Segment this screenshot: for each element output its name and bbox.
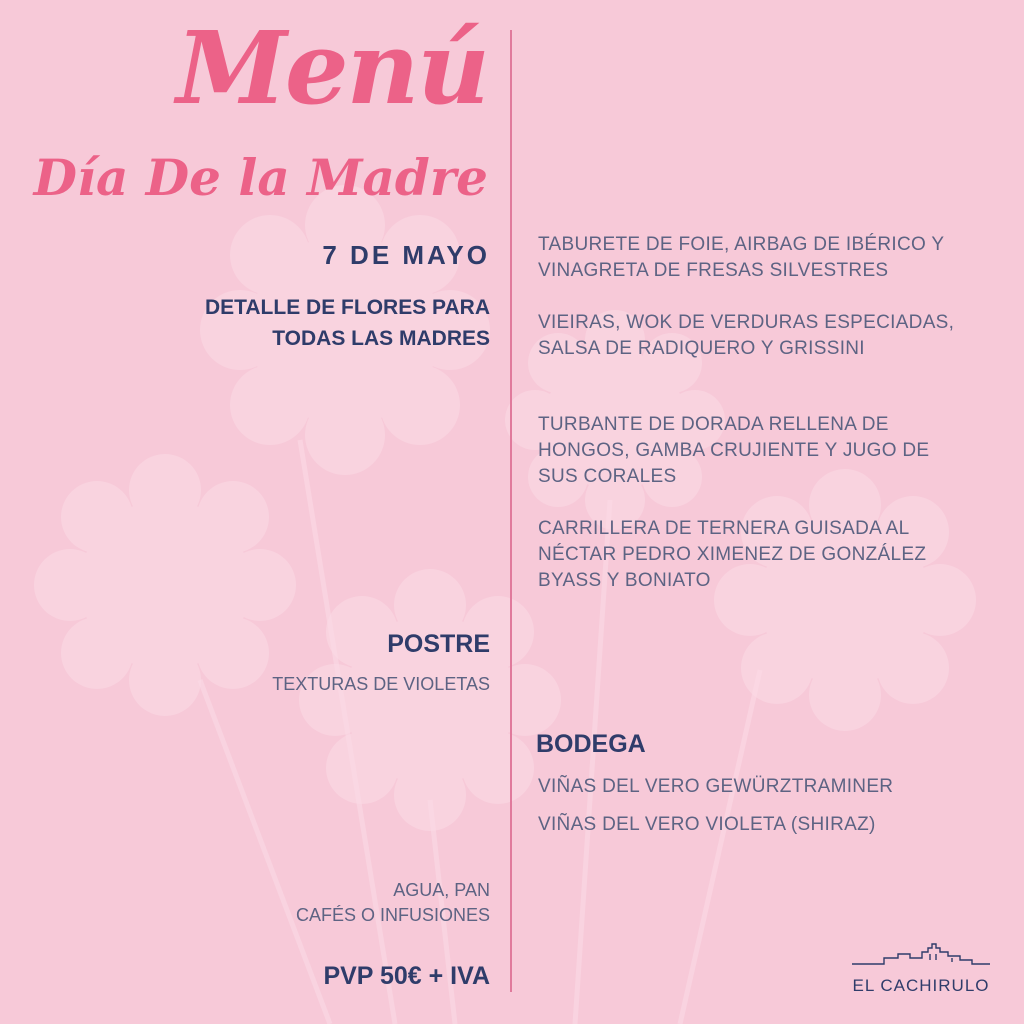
restaurant-logo	[848, 940, 994, 996]
vertical-divider	[510, 30, 512, 992]
postre-item: TEXTURAS DE VIOLETAS	[272, 674, 490, 694]
course-line: NÉCTAR PEDRO XIMENEZ DE GONZÁLEZ	[538, 544, 927, 565]
bodega-heading: BODEGA	[536, 730, 646, 758]
gift-note-line: TODAS LAS MADRES	[272, 327, 490, 350]
course-item	[538, 412, 998, 490]
course-item	[538, 232, 998, 284]
course-line: CARRILLERA DE TERNERA GUISADA AL	[538, 518, 910, 539]
menu-title: Menú	[176, 9, 488, 127]
wine-item: VIÑAS DEL VERO VIOLETA (SHIRAZ)	[538, 814, 876, 835]
course-line: VIEIRAS, WOK DE VERDURAS ESPECIADAS,	[538, 312, 955, 333]
course-line: TURBANTE DE DORADA RELLENA DE	[538, 414, 889, 435]
event-date: 7 DE MAYO	[322, 240, 490, 270]
extras-line: AGUA, PAN	[393, 880, 490, 900]
course-line: SUS CORALES	[538, 466, 677, 487]
course-item	[538, 516, 998, 594]
gift-note-line: DETALLE DE FLORES PARA	[204, 296, 490, 319]
course-line: TABURETE DE FOIE, AIRBAG DE IBÉRICO Y	[538, 234, 945, 255]
course-line: BYASS Y BONIATO	[538, 570, 711, 591]
postre-heading: POSTRE	[387, 630, 490, 658]
course-line: SALSA DE RADIQUERO Y GRISSINI	[538, 338, 865, 359]
gift-note	[205, 292, 490, 354]
menu-subtitle: Día De la Madre	[33, 148, 488, 207]
price-label: PVP 50€ + IVA	[323, 962, 490, 990]
course-line: VINAGRETA DE FRESAS SILVESTRES	[538, 260, 889, 281]
course-item	[538, 310, 998, 362]
course-line: HONGOS, GAMBA CRUJIENTE Y JUGO DE	[538, 440, 930, 461]
logo-text: EL CACHIRULO	[852, 976, 990, 995]
extras-line: CAFÉS O INFUSIONES	[295, 905, 490, 925]
wine-item: VIÑAS DEL VERO GEWÜRZTRAMINER	[538, 776, 894, 797]
castle-skyline-icon	[848, 940, 994, 970]
extras-note	[296, 878, 490, 928]
